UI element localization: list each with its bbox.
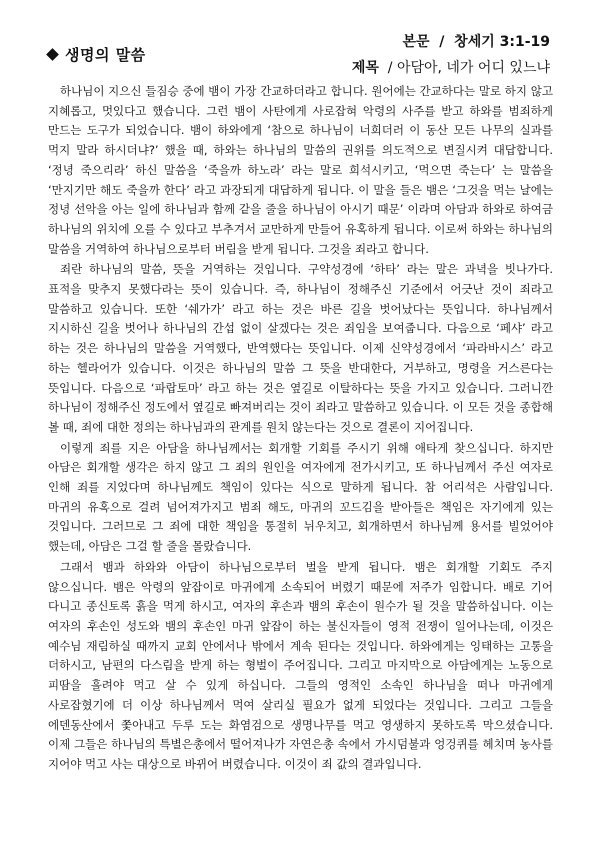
sermon-title: 제목 / 아담아, 네가 어디 있느냐 <box>351 60 550 76</box>
paragraph-2: 죄란 하나님의 말씀, 뜻을 거역하는 것입니다. 구약성경에 ‘하타’ 라는 말은 과녁을 빗나가다. 표적을 맞추지 못했다라는 뜻이 있습니다. 즉, 하나님이 정해주신 기준에서 어긋난 것이 죄라고 말씀하고 있습니다. 또한 ‘쉐가가’ 라고 하는 것은 바른 길을 벗어났다는 뜻입니다. 하나님께서 지시하신 길을 벗어나 하나님의 간섭 없이 살겠다는 것은 죄임을 보여줍니다. 다음으로 ‘페샤’ 라고 하는 것은 하나님의 말씀을 거역했다, 반역했다는 뜻입니다. 이제 신약성경에서 ‘파라바시스’ 라고 하는 헬라어가 있습니다. 이것은 하나님의 말씀 그 뜻을 반대한다, 거부하고, 명령을 거스른다는 뜻입니다. 다음으로 ‘파랍토마’ 라고 하는 것은 옆길로 이탈하다는 뜻을 가지고 있습니다. 그러니깐 하나님이 정해주신 정도에서 옆길로 빠져버리는 것이 죄라고 말씀하고 있습니다. 이 모든 것을 종합해 볼 때, 죄에 대한 정의는 하나님과의 관계를 원치 않는다는 것으로 결론이 지어집니다. <box>48 262 553 434</box>
sermon-body <box>48 82 553 776</box>
scripture-ref: 창세기 3:1-19 <box>454 34 550 50</box>
title-text: 아담아, 네가 어디 있느냐 <box>396 60 550 76</box>
section-title <box>48 44 146 65</box>
section-title-text: 생명의 말씀 <box>65 46 146 64</box>
scripture-label: 본문 <box>402 34 430 50</box>
paragraph-4: 그래서 뱀과 하와와 아담이 하나님으로부터 벌을 받게 됩니다. 뱀은 회개할 기회도 주지 않으십니다. 뱀은 악령의 앞잡이로 마귀에게 소속되어 버렸기 때문에 저주가 임합니다. 배로 기어 다니고 종신토록 흙을 먹게 하시고, 여자의 후손과 뱀의 후손이 원수가 될 것을 말씀하십니다. 이는 여자의 후손인 성도와 뱀의 후손인 마귀 앞잡이 하는 불신자들이 영적 전쟁이 일어나는데, 이것은 예수님 재림하실 때까지 교회 안에서나 밖에서 계속 된다는 것입니다. 하와에게는 잉태하는 고통을 더하시고, 남편의 다스림을 받게 하는 형벌이 주어집니다. 그리고 마지막으로 아담에게는 노동으로 피땀을 흘려야 먹고 살 수 있게 하십니다. 그들의 영적인 소속인 하나님을 떠나 마귀에게 사로잡혔기에 더 이상 하나님께서 먹여 살리실 필요가 없게 되었다는 것입니다. 그리고 그들을 에덴동산에서 쫓아내고 두루 도는 화염검으로 생명나무를 먹고 영생하지 못하도록 막으셨습니다. 이제 그들은 하나님의 특별은총에서 떨어져나가 자연은총 속에서 가시덤불과 엉겅퀴를 헤치며 농사를 지어야 먹고 사는 대상으로 바뀌어 버렸습니다. 이것이 죄 값의 결과입니다. <box>48 559 553 771</box>
paragraph-3: 이렇게 죄를 지은 아담을 하나님께서는 회개할 기회를 주시기 위해 애타게 찾으십니다. 하지만 아담은 회개할 생각은 하지 않고 그 죄의 원인을 여자에게 전가시키고, 또 하나님께서 주신 여자로 인해 죄를 지었다며 하나님께도 책임이 있다는 식으로 말하게 됩니다. 참 어리석은 사람입니다. 마귀의 유혹으로 걸려 넘어져가지고 범죄 해도, 마귀의 꼬드김을 받아들은 책임은 자기에게 있는 것입니다. 그러므로 그 죄에 대한 책임을 통절히 뉘우치고, 회개하면서 하나님께 용서를 빌었어야 했는데, 아담은 그걸 할 줄을 몰랐습니다. <box>48 440 553 554</box>
page-header <box>0 0 600 80</box>
diamond-bullet-icon <box>46 48 59 61</box>
scripture-reference: 본문 / 창세기 3:1-19 <box>402 34 550 50</box>
title-label: 제목 <box>351 60 379 76</box>
paragraph-1: 하나님이 지으신 들짐승 중에 뱀이 가장 간교하더라고 합니다. 원어에는 간교하다는 말로 하지 않고 지혜롭고, 멋있다고 했습니다. 그런 뱀이 사탄에게 사로잡혀 악령의 사주를 받고 하와를 범죄하게 만드는 도구가 되었습니다. 뱀이 하와에게 ‘참으로 하나님이 너희더러 이 동산 모든 나무의 실과를 먹지 말라 하시더냐?’ 했을 때, 하와는 하나님의 말씀의 권위를 의도적으로 변질시켜 대답합니다. ‘정녕 죽으리라’ 하신 말씀을 ‘죽을까 하노라’ 라는 말로 희석시키고, ‘먹으면 죽는다’ 는 말씀을 ‘만지기만 해도 죽을까 한다’ 라고 과장되게 대답하게 됩니다. 이 말을 들은 뱀은 ‘그것을 먹는 날에는 정녕 선악을 아는 일에 하나님과 함께 같을 줄을 하나님이 아시기 때문’ 이라며 아담과 하와로 하여금 하나님의 위치에 오를 수 있다고 부추겨서 교만하게 만들어 유혹하게 됩니다. 이로써 하와는 하나님의 말씀을 거역하여 하나님으로부터 버림을 받게 됩니다. 그것을 죄라고 합니다. <box>48 84 553 256</box>
